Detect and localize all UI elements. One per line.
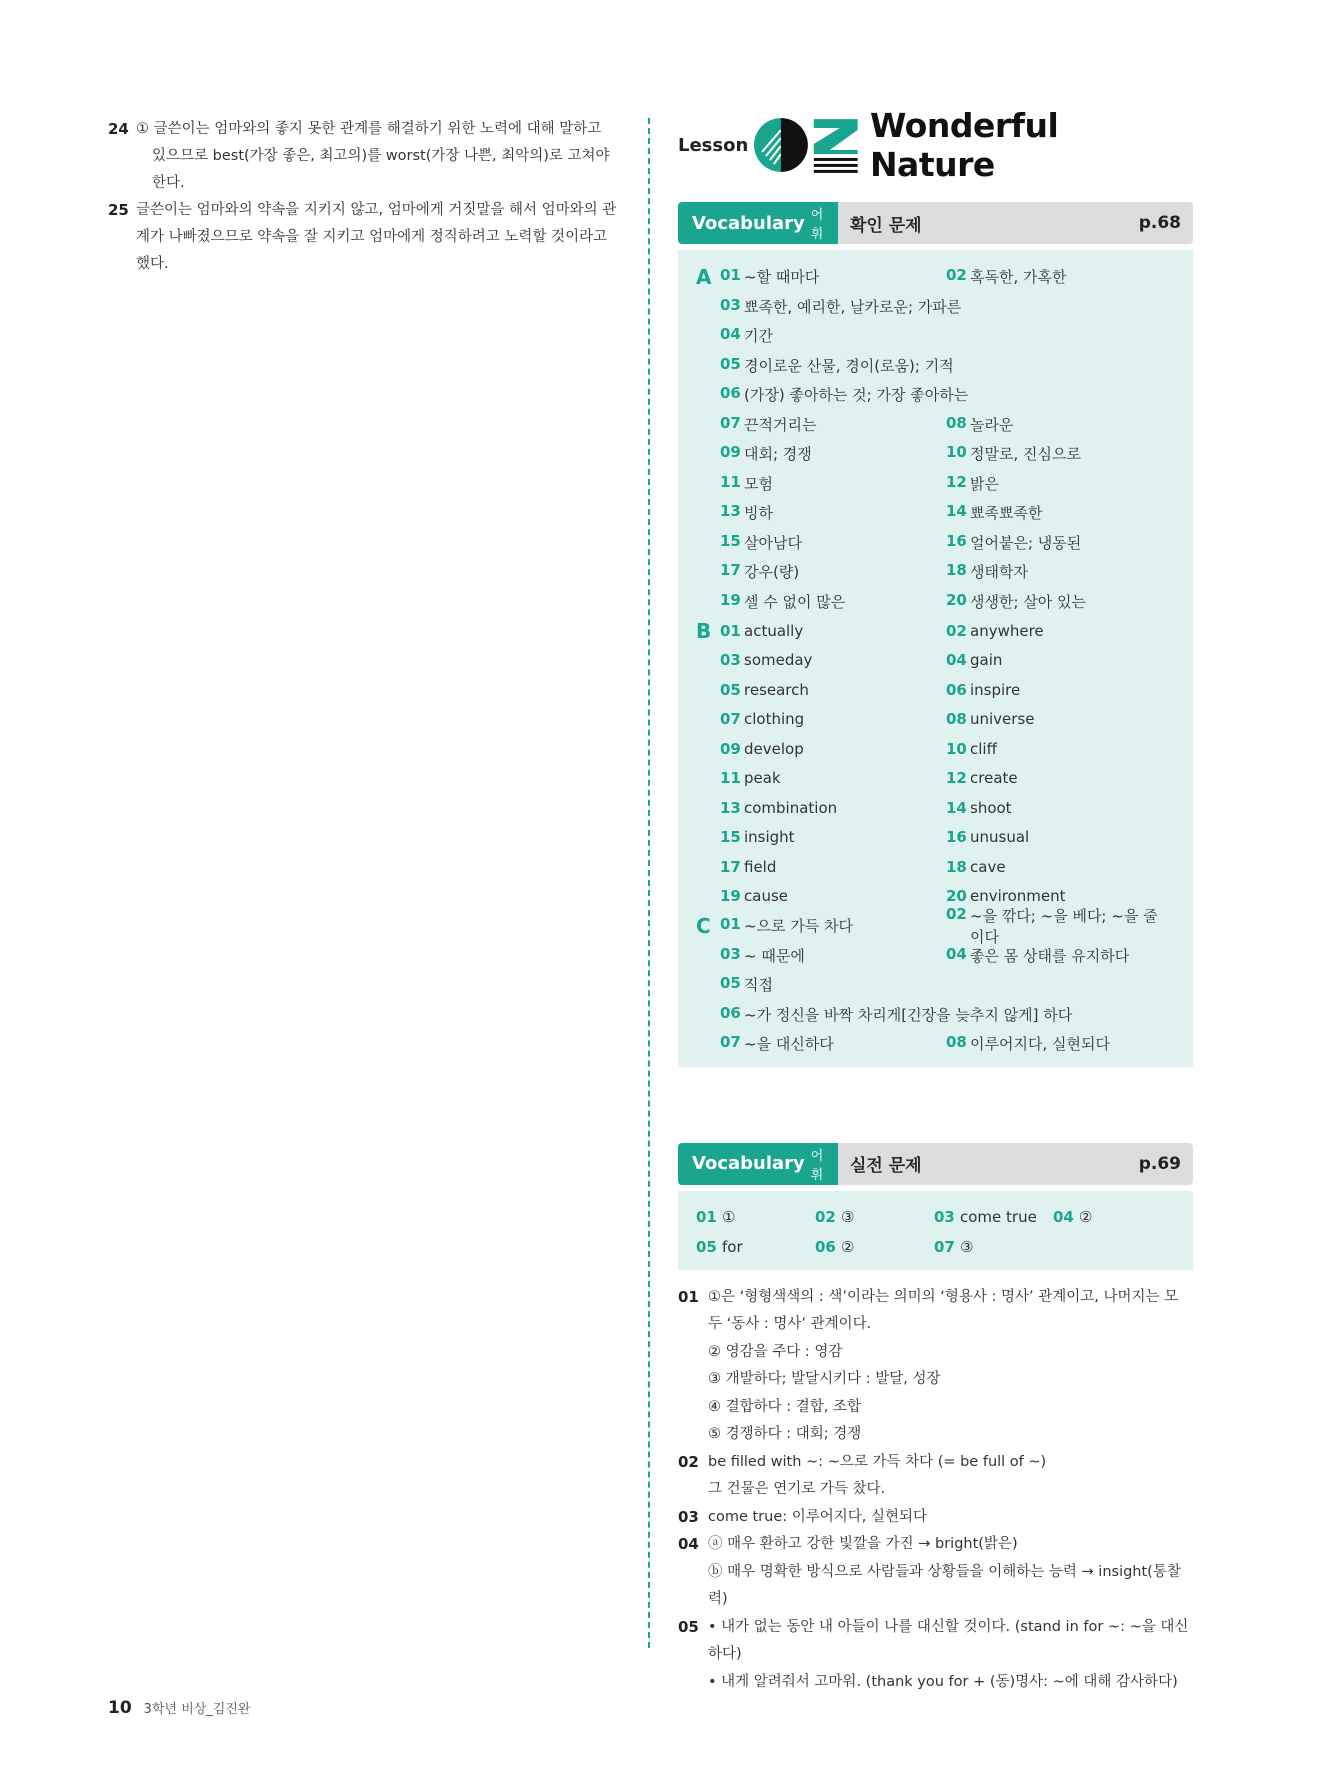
vocab-item — [720, 945, 946, 966]
vocab-row — [696, 380, 1181, 410]
vocab-item-text: shoot — [970, 798, 1012, 817]
vocab-item-text: create — [970, 769, 1018, 788]
vocab-item-number: 04 — [720, 325, 741, 344]
vocab-row — [696, 1000, 1181, 1030]
vocab-item-text: cause — [744, 887, 788, 906]
answer-line: 글쓴이는 엄마와의 약속을 지키지 않고, 엄마에게 거짓말을 해서 엄마와의 관 — [136, 202, 617, 218]
explanation-number: 03 — [678, 1507, 699, 1526]
vocab-item — [720, 296, 1140, 317]
vocab-item — [720, 414, 946, 435]
vocab-item — [720, 473, 946, 494]
vocab-item — [946, 905, 1172, 947]
explanation-line — [678, 1476, 1193, 1504]
vocab-item-number: 05 — [720, 974, 741, 993]
explanation-line — [678, 1394, 1193, 1422]
vocab-row — [696, 705, 1181, 735]
vocab-row — [696, 292, 1181, 322]
vocab-item-number: 14 — [946, 502, 967, 521]
vocab-row — [696, 793, 1181, 823]
vocab-item-text: 대회; 경쟁 — [744, 445, 812, 464]
explanation-text: ⓐ 매우 환하고 강한 빛깔을 가진 → bright(밝은) — [708, 1536, 1018, 1552]
vocab-item — [946, 532, 1172, 553]
answer-24 — [108, 116, 623, 197]
answer-text — [136, 116, 623, 197]
practice-item-number: 04 — [1053, 1208, 1074, 1227]
vocab-item — [946, 799, 1172, 817]
vocab-item-number: 07 — [720, 413, 741, 432]
explanation-number — [678, 1421, 708, 1449]
vocab-item-number: 04 — [946, 651, 967, 670]
vocab-item-number: 12 — [946, 769, 967, 788]
explanation-number — [678, 1366, 708, 1394]
section-tag — [678, 1143, 838, 1185]
vocab-row — [696, 970, 1181, 1000]
practice-item — [815, 1238, 934, 1256]
vocab-row — [696, 351, 1181, 381]
vocab-item-number: 08 — [946, 1033, 967, 1052]
vocab-item-number: 18 — [946, 561, 967, 580]
vocab-item — [946, 266, 1172, 287]
explanation-number — [678, 1394, 708, 1422]
vocab-item-number: 13 — [720, 798, 741, 817]
answer-line: ① 글쓴이는 엄마와의 좋지 못한 관계를 해결하기 위한 노력에 대해 말하고 — [136, 121, 602, 137]
section-tag — [678, 202, 838, 244]
explanation-text: 두 ‘동사 : 명사’ 관계이다. — [708, 1316, 872, 1332]
vocab-item — [946, 681, 1172, 699]
vocab-item-text: 강우(량) — [744, 563, 800, 582]
vocab-row — [696, 852, 1181, 882]
section-korean-label: 어휘 — [810, 1148, 824, 1183]
explanation-text: ② 영감을 주다 : 영감 — [708, 1343, 843, 1360]
vocab-item — [720, 681, 946, 699]
explanations — [678, 1284, 1193, 1697]
vocab-item-number: 10 — [946, 443, 967, 462]
explanation-text: come true: 이루어지다, 실현되다 — [708, 1508, 928, 1525]
vocab-section-letter: B — [696, 618, 712, 643]
vocab-item-number: 05 — [720, 354, 741, 373]
vocab-item-number: 06 — [946, 680, 967, 699]
vocab-item-number: 01 — [720, 915, 741, 934]
section-title: 확인 문제 — [850, 215, 922, 236]
vocab-item — [946, 740, 1172, 758]
vocab-item-number: 20 — [946, 590, 967, 609]
vocab-item-text: inspire — [970, 680, 1021, 699]
practice-item-number: 01 — [696, 1208, 717, 1227]
practice-item-number: 02 — [815, 1208, 836, 1227]
vocab-item-text: ~을 대신하다 — [744, 1035, 834, 1054]
vocab-item-number: 17 — [720, 857, 741, 876]
vocab-row — [696, 528, 1181, 558]
section-korean-label: 어휘 — [810, 208, 824, 242]
vocab-item-text: 빙하 — [744, 504, 773, 523]
vocab-item — [720, 502, 946, 523]
vocab-item-text: research — [744, 680, 809, 699]
explanation-text: ⑤ 경쟁하다 : 대회; 경쟁 — [708, 1426, 862, 1442]
vocab-item-text: ~가 정신을 바짝 차리게[긴장을 늦추지 않게] 하다 — [744, 1005, 1073, 1024]
vocab-item — [720, 799, 946, 817]
explanation-line — [678, 1449, 1193, 1477]
vocab-row — [696, 616, 1181, 646]
vocab-item — [946, 945, 1172, 966]
vocab-item-text: environment — [970, 887, 1066, 906]
vocab-item-number: 17 — [720, 561, 741, 580]
vocab-row — [696, 498, 1181, 528]
vocab-item-text: 뾰족한, 예리한, 날카로운; 가파른 — [744, 297, 962, 316]
practice-item-text: ③ — [960, 1237, 974, 1256]
vocab-item-text: someday — [744, 651, 813, 670]
vocab-item-number: 11 — [720, 769, 741, 788]
vocab-item-text: 모험 — [744, 474, 773, 493]
vocab-item-text: 직접 — [744, 976, 773, 995]
vocab-item — [720, 532, 946, 553]
vocab-item-number: 20 — [946, 887, 967, 906]
vocab-item-number: 03 — [720, 944, 741, 963]
vocab-item-number: 03 — [720, 651, 741, 670]
vocab-item-text: 살아남다 — [744, 533, 802, 552]
vocab-item — [946, 443, 1172, 464]
explanation-number — [678, 1476, 708, 1504]
explanation-number: 02 — [678, 1452, 699, 1471]
practice-item-text: ① — [722, 1208, 736, 1227]
vocab-item-text: ~으로 가득 차다 — [744, 917, 854, 936]
vocab-item-text: peak — [744, 769, 781, 788]
vocab-item — [946, 858, 1172, 876]
vocab-item — [946, 414, 1172, 435]
vocab-row — [696, 823, 1181, 853]
vocab-item-number: 05 — [720, 680, 741, 699]
vocab-item — [720, 828, 946, 846]
lesson-number-logo — [754, 116, 862, 174]
section-page-ref: p.68 — [1138, 213, 1181, 233]
vocab-item-text: ~을 깎다; ~을 베다; ~을 줄이다 — [970, 906, 1158, 946]
vocab-item — [946, 591, 1172, 612]
answer-number: 25 — [108, 201, 129, 219]
explanation-number — [678, 1559, 708, 1614]
practice-item-text: come true — [960, 1208, 1037, 1227]
section-vocabulary-label: Vocabulary — [692, 212, 805, 234]
vocab-item — [720, 325, 1140, 346]
vocab-item — [720, 443, 946, 464]
vocab-item-text: unusual — [970, 828, 1030, 847]
practice-item-number: 07 — [934, 1237, 955, 1256]
vocab-row — [696, 262, 1181, 292]
answer-number: 24 — [108, 120, 129, 138]
explanation-text: • 내가 없는 동안 내 아들이 나를 대신할 것이다. (stand in for ~: ~을 대신하다) — [708, 1618, 1189, 1662]
practice-item-text: for — [722, 1237, 743, 1256]
vocab-item — [720, 710, 946, 728]
vocab-item-text: universe — [970, 710, 1035, 729]
explanation-line — [678, 1366, 1193, 1394]
vocab-item-text: develop — [744, 739, 804, 758]
lesson-header — [678, 106, 1193, 184]
explanation-line — [678, 1669, 1193, 1697]
vocab-item-number: 06 — [720, 1003, 741, 1022]
practice-item-number: 05 — [696, 1237, 717, 1256]
answer-text — [136, 197, 623, 278]
vocab-section-letter: C — [696, 913, 711, 938]
footer-text: 3학년 비상_김진완 — [143, 1702, 251, 1717]
vocab-item — [720, 622, 946, 640]
vocab-item — [946, 769, 1172, 787]
vocab-item-text: ~ 때문에 — [744, 946, 805, 965]
vocab-item-text: 생생한; 살아 있는 — [970, 592, 1087, 611]
vocab-row — [696, 764, 1181, 794]
vocab-item-number: 13 — [720, 502, 741, 521]
vocab-item-number: 15 — [720, 828, 741, 847]
explanation-line — [678, 1311, 1193, 1339]
vocab-item — [946, 561, 1172, 582]
vocab-item-text: actually — [744, 621, 804, 640]
practice-item — [696, 1238, 815, 1256]
vocab-item-number: 19 — [720, 590, 741, 609]
right-column — [678, 106, 1193, 1696]
practice-row — [696, 1232, 1181, 1262]
vocab-row — [696, 321, 1181, 351]
explanation-number — [678, 1339, 708, 1367]
practice-item-text: ② — [1079, 1208, 1093, 1227]
explanation-line — [678, 1504, 1193, 1532]
vocab-item-text: 뾰족뾰족한 — [970, 504, 1043, 523]
vocab-item-number: 09 — [720, 443, 741, 462]
explanation-line — [678, 1531, 1193, 1559]
vocab-row — [696, 941, 1181, 971]
vocab-row — [696, 734, 1181, 764]
vocab-item — [720, 915, 946, 936]
vocab-item-number: 08 — [946, 710, 967, 729]
vocab-item — [720, 974, 1140, 995]
explanation-text: 그 건물은 연기로 가득 찼다. — [708, 1481, 886, 1497]
answer-line: 있으므로 best(가장 좋은, 최고의)를 worst(가장 나쁜, 최악의)로 고쳐야 — [152, 148, 610, 164]
vocab-item-number: 16 — [946, 828, 967, 847]
vocab-section-letter: A — [696, 264, 712, 289]
page-footer — [108, 1698, 250, 1718]
vocab-item-number: 04 — [946, 944, 967, 963]
explanation-line — [678, 1339, 1193, 1367]
vocab-row — [696, 904, 1181, 946]
vocab-item-number: 02 — [946, 904, 967, 923]
vocab-item — [720, 769, 946, 787]
answer-line: 했다. — [136, 256, 169, 272]
section-bar-practice — [678, 1143, 1193, 1185]
practice-item — [815, 1208, 934, 1226]
vocab-item — [946, 473, 1172, 494]
section-vocabulary-label: Vocabulary — [692, 1153, 805, 1174]
vocab-item-number: 12 — [946, 472, 967, 491]
vocab-item-text: 셀 수 없이 많은 — [744, 592, 846, 611]
vocab-item-text: clothing — [744, 710, 805, 729]
explanation-text: ⓑ 매우 명확한 방식으로 사람들과 상황들을 이해하는 능력 → insight(통찰력) — [708, 1563, 1181, 1607]
vocab-item-text: 정말로, 진심으로 — [970, 445, 1081, 464]
answer-line: 한다. — [152, 175, 185, 191]
vocab-item — [946, 502, 1172, 523]
vocab-item-number: 07 — [720, 1033, 741, 1052]
vocab-item-text: field — [744, 857, 777, 876]
answer-25 — [108, 197, 623, 278]
vocab-item-number: 03 — [720, 295, 741, 314]
vocab-item-number: 07 — [720, 710, 741, 729]
practice-item-text: ② — [841, 1237, 855, 1256]
explanation-number: 04 — [678, 1535, 699, 1553]
vocab-row — [696, 469, 1181, 499]
vocab-item-number: 02 — [946, 621, 967, 640]
vocab-item — [946, 651, 1172, 669]
vocab-item-text: 생태학자 — [970, 563, 1028, 582]
vocab-item-text: 좋은 몸 상태를 유지하다 — [970, 946, 1130, 965]
vocab-item-text: cliff — [970, 739, 997, 758]
vocab-item-number: 18 — [946, 857, 967, 876]
practice-row — [696, 1203, 1181, 1233]
answer-line: 계가 나빠졌으므로 약속을 잘 지키고 엄마에게 정직하려고 노력할 것이라고 — [136, 229, 608, 245]
vocab-item-text: 경이로운 산물, 경이(로움); 기적 — [744, 356, 954, 375]
vocab-row — [696, 439, 1181, 469]
column-divider — [648, 118, 650, 1648]
vocab-item — [946, 710, 1172, 728]
left-column — [108, 116, 623, 278]
practice-item-number: 06 — [815, 1237, 836, 1256]
practice-item-text: ③ — [841, 1208, 855, 1227]
vocab-item — [946, 622, 1172, 640]
vocab-row — [696, 675, 1181, 705]
explanation-text: ①은 ‘형형색색의 : 색’이라는 의미의 ‘형용사 : 명사’ 관계이고, 나머지는 모 — [708, 1288, 1179, 1305]
vocab-item — [720, 1004, 1140, 1025]
vocab-row — [696, 410, 1181, 440]
vocab-item — [720, 384, 1140, 405]
vocab-item-text: 얼어붙은; 냉동된 — [970, 533, 1082, 552]
page-number: 10 — [108, 1698, 132, 1718]
explanation-text: be filled with ~: ~으로 가득 차다 (= be full of ~) — [708, 1453, 1047, 1470]
vocab-row — [696, 587, 1181, 617]
vocab-item-number: 14 — [946, 798, 967, 817]
vocab-item-text: (가장) 좋아하는 것; 가장 좋아하는 — [744, 386, 969, 405]
explanation-line — [678, 1614, 1193, 1669]
vocab-row — [696, 557, 1181, 587]
practice-answer-box — [678, 1191, 1193, 1270]
section-bar-check — [678, 202, 1193, 244]
vocab-item-number: 01 — [720, 621, 741, 640]
vocab-item-text: ~할 때마다 — [744, 268, 820, 287]
vocab-item-number: 19 — [720, 887, 741, 906]
vocab-item — [946, 1033, 1172, 1054]
section-title-area — [838, 202, 1193, 244]
explanation-line — [678, 1284, 1193, 1312]
vocab-item — [720, 887, 946, 905]
vocab-item — [720, 266, 946, 287]
vocab-item — [720, 1033, 946, 1054]
section-title: 실전 문제 — [850, 1156, 922, 1176]
explanation-number — [678, 1311, 708, 1339]
practice-item-number: 03 — [934, 1208, 955, 1227]
vocab-item — [720, 651, 946, 669]
vocab-item-text: combination — [744, 798, 838, 817]
vocab-item-text: 기간 — [744, 327, 773, 346]
vocab-item-number: 15 — [720, 531, 741, 550]
vocab-row — [696, 646, 1181, 676]
practice-item — [934, 1238, 1053, 1256]
vocab-item-text: 혹독한, 가혹한 — [970, 268, 1067, 287]
explanation-number: 01 — [678, 1287, 699, 1306]
vocab-item-text: insight — [744, 828, 795, 847]
vocabulary-answer-box — [678, 250, 1193, 1067]
vocab-item-number: 02 — [946, 266, 967, 285]
vocab-item-number: 06 — [720, 384, 741, 403]
explanation-text: • 내게 알려줘서 고마워. (thank you for + (동)명사: ~에 대해 감사하다) — [708, 1673, 1178, 1690]
vocab-item — [720, 740, 946, 758]
lesson-word: Lesson — [678, 134, 749, 156]
vocab-item — [720, 591, 946, 612]
vocab-row — [696, 1029, 1181, 1059]
vocab-item-text: 이루어지다, 실현되다 — [970, 1035, 1110, 1054]
practice-item — [1053, 1208, 1163, 1226]
practice-item — [696, 1208, 815, 1226]
explanation-number — [678, 1669, 708, 1697]
vocab-item — [946, 887, 1172, 905]
vocab-item — [720, 561, 946, 582]
vocab-item-text: 놀라운 — [970, 415, 1014, 434]
section-title-area — [838, 1143, 1193, 1185]
section-page-ref: p.69 — [1138, 1153, 1181, 1174]
vocab-item-text: gain — [970, 651, 1003, 670]
explanation-text: ④ 결합하다 : 결합, 조합 — [708, 1398, 861, 1415]
vocab-item-text: 끈적거리는 — [744, 415, 817, 434]
vocab-item-number: 08 — [946, 413, 967, 432]
vocab-item — [720, 355, 1140, 376]
explanation-number: 05 — [678, 1617, 699, 1636]
practice-item — [934, 1208, 1053, 1226]
vocab-item-text: 밝은 — [970, 474, 999, 493]
vocab-item-number: 09 — [720, 739, 741, 758]
vocab-item — [946, 828, 1172, 846]
vocab-item-number: 11 — [720, 472, 741, 491]
vocab-item-text: anywhere — [970, 621, 1044, 640]
explanation-text: ③ 개발하다; 발달시키다 : 발달, 성장 — [708, 1371, 941, 1387]
vocab-item-number: 01 — [720, 266, 741, 285]
vocab-item-text: cave — [970, 857, 1006, 876]
vocab-item — [720, 858, 946, 876]
vocab-item-number: 10 — [946, 739, 967, 758]
explanation-line — [678, 1421, 1193, 1449]
lesson-title: Wonderful Nature — [869, 106, 1059, 184]
vocab-item-number: 16 — [946, 531, 967, 550]
explanation-line — [678, 1559, 1193, 1614]
